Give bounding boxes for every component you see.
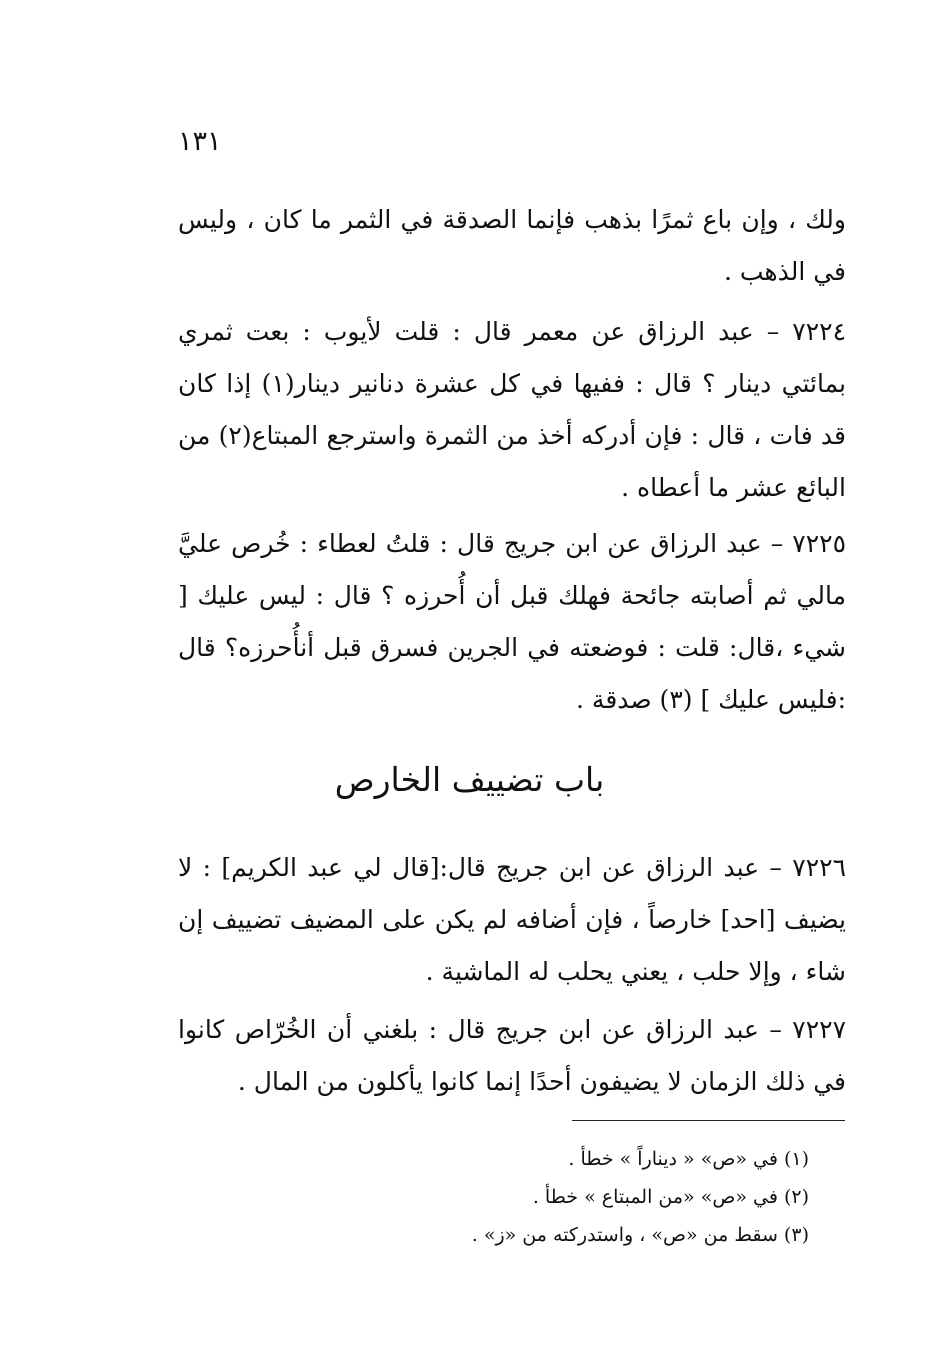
- hadith-7227: [178, 1004, 846, 1108]
- hadith-7226: [178, 842, 846, 998]
- paragraph-text: ٧٢٢٥ – عبد الرزاق عن ابن جريج قال : قلتُ لعطاء : خُرص عليَّ مالي ثم أصابته جائحة فهلك قبل أن أُحرزه ؟ قال : ليس عليك [ شيء ،قال: قلت : فوضعته في الجرين فسرق قبل أنأُحرزه؟ قال :فليس عليك ] (٣) صدقة .: [178, 529, 846, 714]
- footnotes: [209, 1140, 809, 1254]
- hadith-7225: [178, 518, 846, 726]
- page-number: ١٣١: [178, 126, 222, 157]
- footnote-divider: [572, 1120, 845, 1121]
- paragraph-text: ٧٢٢٧ – عبد الرزاق عن ابن جريج قال : بلغني أن الخُرّاص كانوا في ذلك الزمان لا يضيفون أحدًا إنما كانوا يأكلون من المال .: [178, 1015, 846, 1096]
- paragraph-text: ٧٢٢٤ – عبد الرزاق عن معمر قال : قلت لأيوب : بعت ثمري بمائتي دينار ؟ قال : ففيها في كل عشرة دنانير دينار(١) إذا كان قد فات ، قال : فإن أدركه أخذ من الثمرة واسترجع المبتاع(٢) من البائع عشر ما أعطاه .: [178, 317, 846, 502]
- footnote-1: (١) في «ص» « ديناراً » خطأ .: [568, 1148, 809, 1170]
- footnote-2: (٢) في «ص» «من المبتاع » خطأ .: [532, 1186, 809, 1208]
- paragraph-text: ولك ، وإن باع ثمرًا بذهب فإنما الصدقة في الثمر ما كان ، وليس في الذهب .: [178, 205, 846, 286]
- paragraph-text: ٧٢٢٦ – عبد الرزاق عن ابن جريج قال:[قال لي عبد الكريم] : لا يضيف [احد] خارصاً ، فإن أضافه لم يكن على المضيف تضييف إن شاء ، وإلا حلب ، يعني يحلب له الماشية .: [178, 853, 846, 986]
- paragraph-continuation: [178, 194, 846, 298]
- hadith-7224: [178, 306, 846, 514]
- section-title: باب تضييف الخارص: [334, 760, 605, 799]
- footnote-3: (٣) سقط من «ص» ، واستدركته من «ز» .: [471, 1224, 809, 1246]
